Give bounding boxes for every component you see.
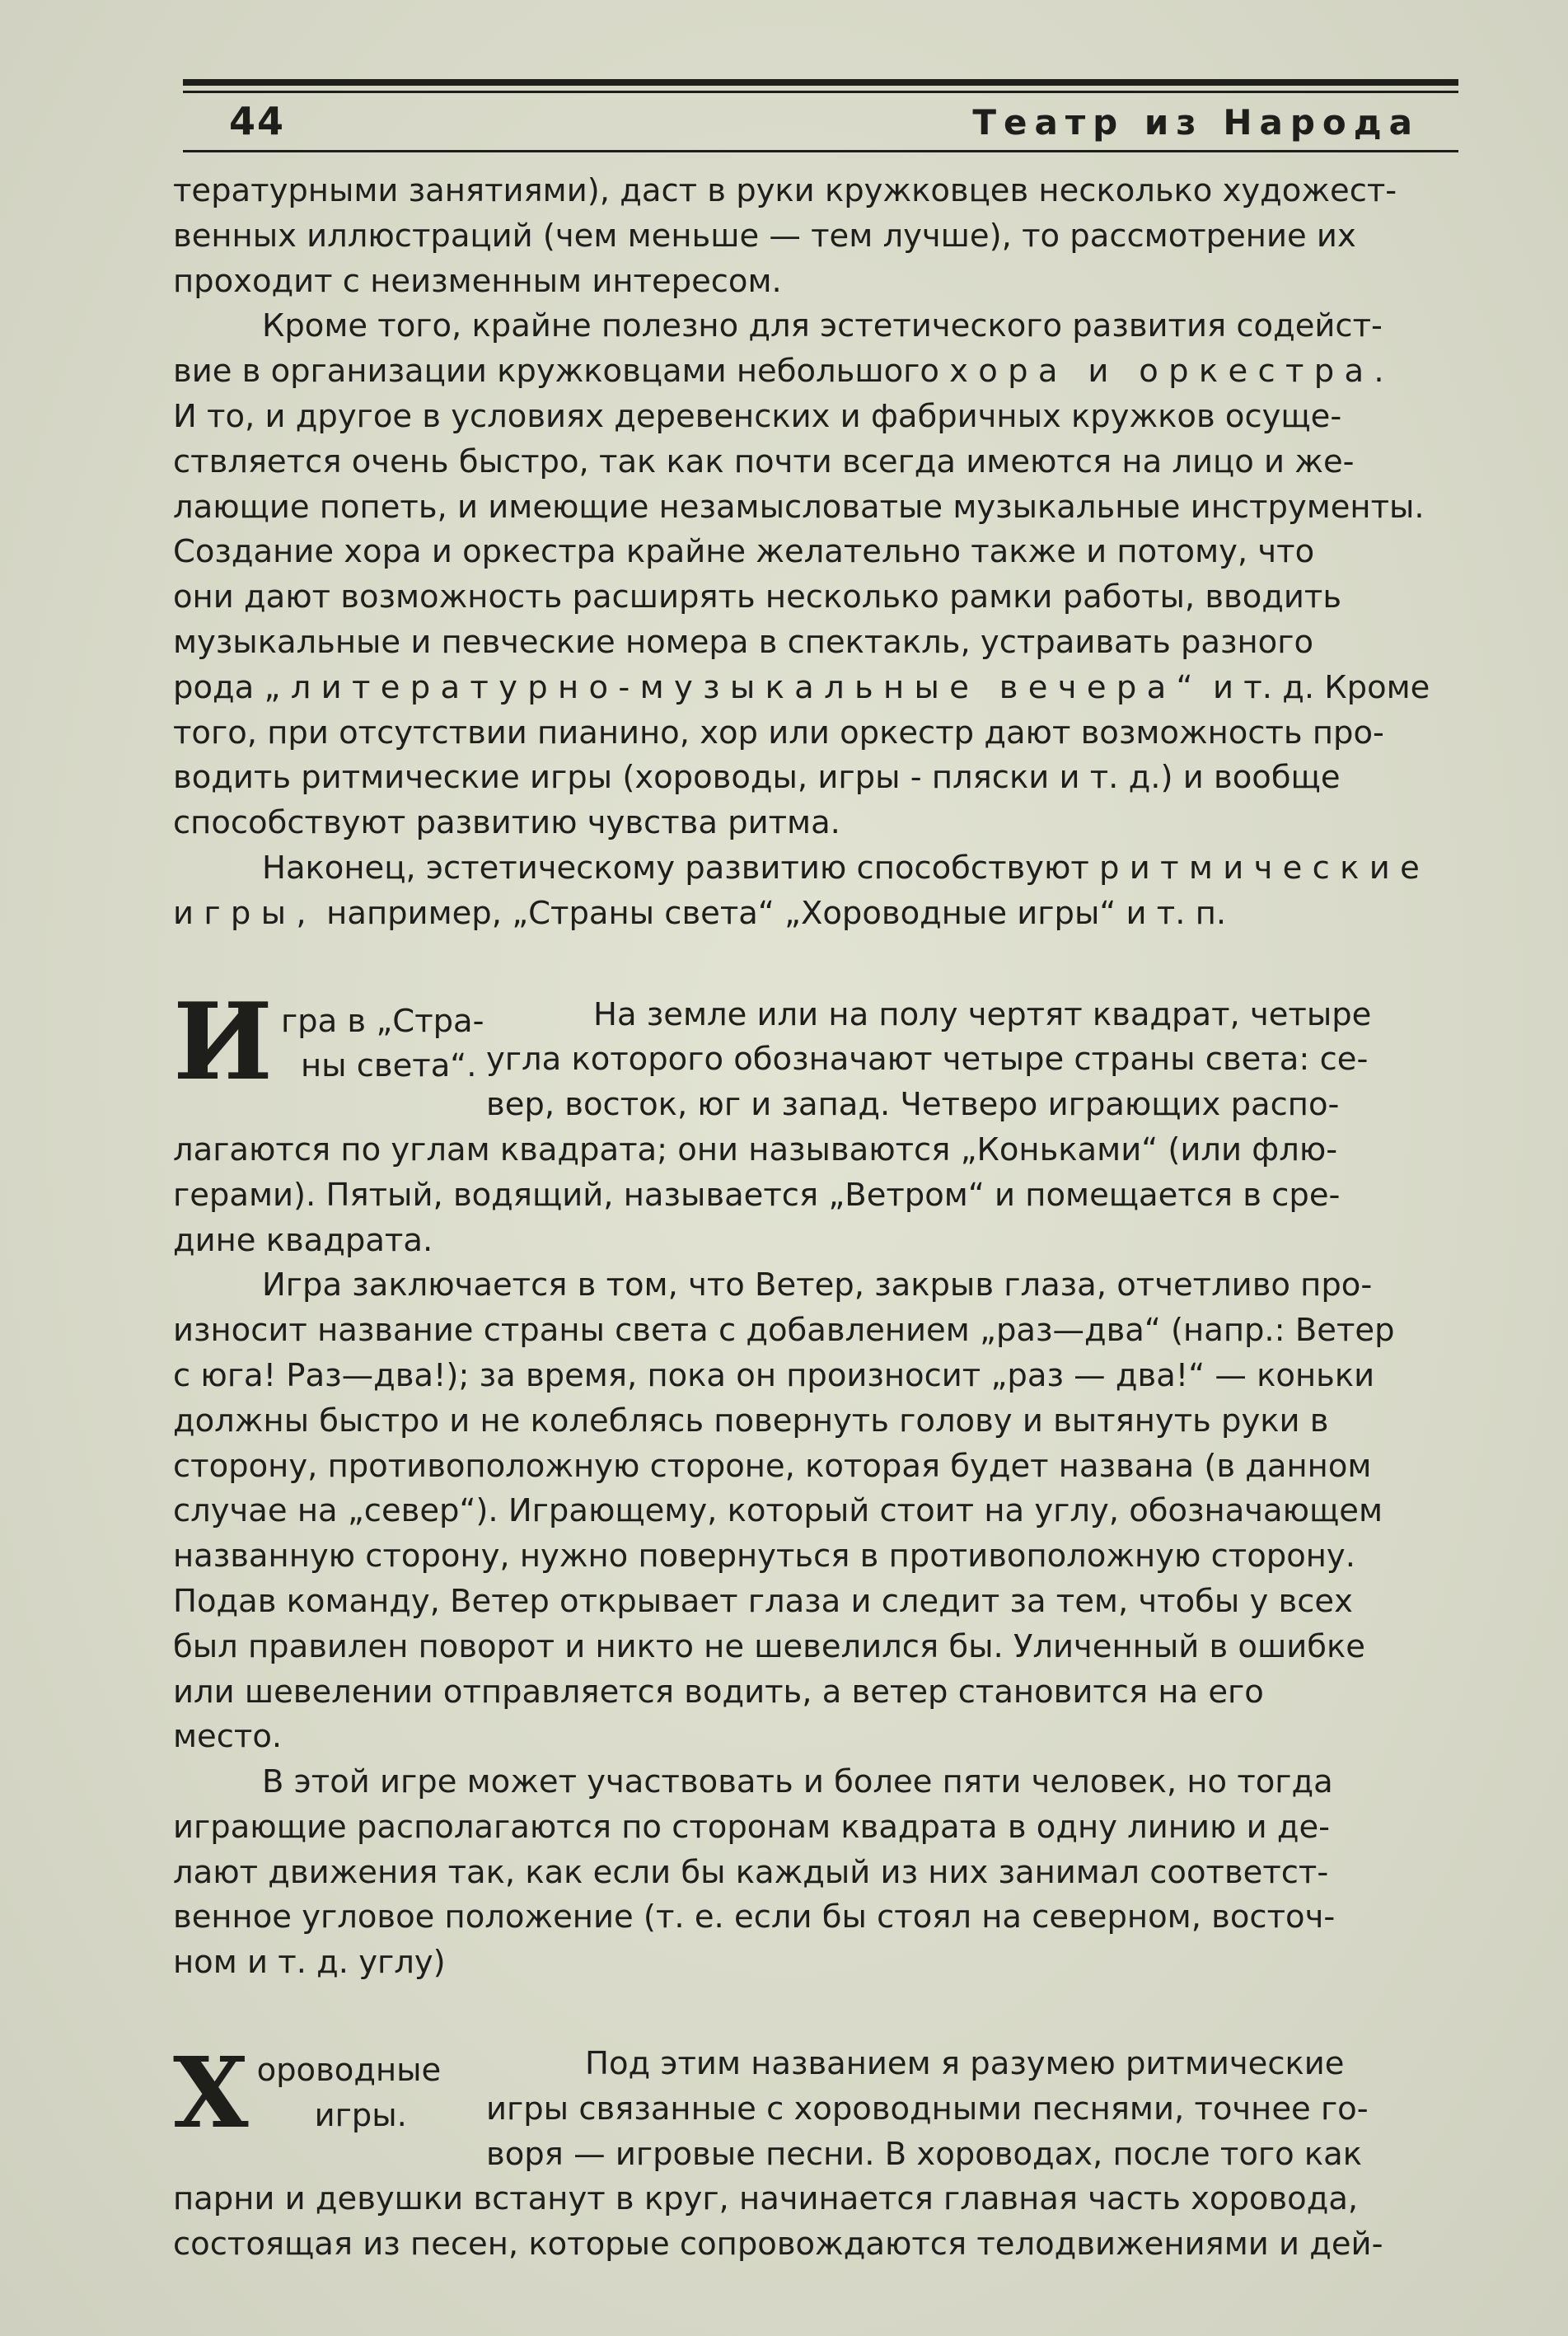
- section-heading-khorovodnye-igry: [173, 2035, 1458, 2177]
- header-rule-thin: [183, 91, 1458, 93]
- text-line: герами). Пятый, водящий, называется „Ветром“ и помещается в сре-: [173, 1176, 1341, 1214]
- spaced-emphasis: ритмические: [1099, 849, 1430, 887]
- text-line: должны быстро и не колеблясь повернуть голову и вытянуть руки в: [173, 1402, 1329, 1440]
- text-line: с юга! Раз—два!); за время, пока он произносит „раз — два!“ — коньки: [173, 1356, 1375, 1394]
- text-line: был правилен поворот и никто не шевелился бы. Уличенный в ошибке: [173, 1627, 1365, 1665]
- text-line: музыкальные и певческие номера в спектакль, устраивать разного: [173, 623, 1314, 661]
- text-line: парни и девушки встанут в круг, начинается главная часть хоровода,: [173, 2180, 1359, 2218]
- page-body: [173, 169, 1458, 2268]
- text-line: проходит с неизменным интересом.: [173, 262, 782, 300]
- header-rule-bottom: [183, 150, 1458, 152]
- text-line: венное угловое положение (т. е. если бы стоял на северном, восточ-: [173, 1898, 1336, 1936]
- paragraph: [173, 2177, 1458, 2268]
- text-line: сторону, противоположную стороне, которая будет названа (в данном: [173, 1447, 1372, 1485]
- running-title: Театр из Народа: [972, 102, 1420, 143]
- section-title: [173, 2035, 486, 2151]
- header-rule-thick: [183, 79, 1458, 86]
- spaced-emphasis: игры,: [173, 894, 316, 932]
- page-number: 44: [229, 99, 286, 143]
- text-line: например, „Страны света“ „Хороводные игры“ и т. п.: [316, 894, 1227, 932]
- text-line: И то, и другое в условиях деревенских и фабричных кружков осуще-: [173, 397, 1342, 435]
- text-line: лагаются по углам квадрата; они называются „Коньками“ (или флю-: [173, 1131, 1338, 1168]
- section-title-line: ороводные: [256, 2052, 442, 2090]
- text-line: игры связанные с хороводными песнями, точнее го-: [486, 2090, 1369, 2128]
- paragraph: [173, 846, 1458, 937]
- text-line: ствляется очень быстро, так как почти всегда имеются на лицо и же-: [173, 442, 1355, 480]
- paragraph: [173, 169, 1458, 304]
- text-line: воря — игровые песни. В хороводах, после того как: [486, 2135, 1362, 2173]
- text-line: Кроме того, крайне полезно для эстетического развития содейст-: [262, 307, 1383, 345]
- text-line: место.: [173, 1718, 283, 1756]
- text-line: состоящая из песен, которые сопровождаются телодвижениями и дей-: [173, 2226, 1383, 2263]
- text-line: Подав команду, Ветер открывает глаза и следит за тем, чтобы у всех: [173, 1582, 1353, 1620]
- text-line: Игра заключается в том, что Ветер, закрыв глаза, отчетливо про-: [262, 1266, 1373, 1304]
- text-line: лающие попеть, и имеющие незамысловатые музыкальные инструменты.: [173, 488, 1425, 526]
- text-line: они дают возможность расширять несколько рамки работы, вводить: [173, 578, 1342, 616]
- text-line: Наконец, эстетическому развитию способствуют: [262, 849, 1100, 887]
- text-line: В этой игре может участвовать и более пяти человек, но тогда: [262, 1763, 1333, 1801]
- text-line: того, при отсутствии пианино, хор или оркестр дают возможность про-: [173, 714, 1384, 751]
- text-line: износит название страны света с добавлением „раз—два“ (напр.: Ветер: [173, 1312, 1395, 1350]
- text-line: венных иллюстраций (чем меньше — тем лучше), то рассмотрение их: [173, 217, 1356, 255]
- text-line: На земле или на полу чертят квадрат, четыре: [593, 995, 1372, 1033]
- text-line: водить ритмические игры (хороводы, игры - пляски и т. д.) и вообще: [173, 759, 1341, 797]
- text-line: рода: [173, 668, 264, 706]
- text-line: названную сторону, нужно повернуться в противоположную сторону.: [173, 1538, 1355, 1575]
- paragraph: [173, 1760, 1458, 1986]
- text-line: вие в организации кружковцами небольшого: [173, 353, 950, 391]
- text-line: случае на „север“). Играющему, который стоит на углу, обозначающем: [173, 1492, 1383, 1530]
- drop-cap: Х: [173, 2035, 249, 2151]
- text-line: лают движения так, как если бы каждый из них занимал соответст-: [173, 1853, 1329, 1891]
- spaced-emphasis: хора и оркестра.: [949, 353, 1394, 391]
- section-title-line: гра в „Стра-: [280, 1002, 484, 1040]
- text-line: угла которого обозначают четыре страны света: се-: [486, 1041, 1369, 1079]
- text-line: дине квадрата.: [173, 1221, 433, 1259]
- section-title: [173, 980, 486, 1104]
- text-line: вер, восток, юг и запад. Четверо играющих распо-: [486, 1086, 1340, 1124]
- text-line: Создание хора и оркестра крайне желательно также и потому, что: [173, 533, 1315, 571]
- text-line: ном и т. д. углу): [173, 1944, 446, 1982]
- text-line: играющие располагаются по сторонам квадрата в одну линию и де-: [173, 1808, 1331, 1846]
- text-line: тературными занятиями), даст в руки кружковцев несколько художест-: [173, 172, 1397, 209]
- drop-cap: И: [173, 980, 273, 1104]
- paragraph: [173, 1128, 1458, 1263]
- paragraph: [173, 304, 1458, 846]
- text-line: Под этим названием я разумею ритмические: [585, 2045, 1345, 2083]
- text-line: или шевелении отправляется водить, а ветер становится на его: [173, 1673, 1264, 1711]
- text-line: способствуют развитию чувства ритма.: [173, 804, 840, 842]
- section-heading-strany-sveta: [173, 980, 1458, 1128]
- text-line: и т. д. Кроме: [1202, 668, 1430, 706]
- section-title-line: ны света“.: [300, 1047, 477, 1085]
- section-title-line: игры.: [314, 2096, 407, 2134]
- spaced-emphasis: „литературно-музыкальные вечера“: [264, 668, 1203, 706]
- paragraph: [173, 1263, 1458, 1760]
